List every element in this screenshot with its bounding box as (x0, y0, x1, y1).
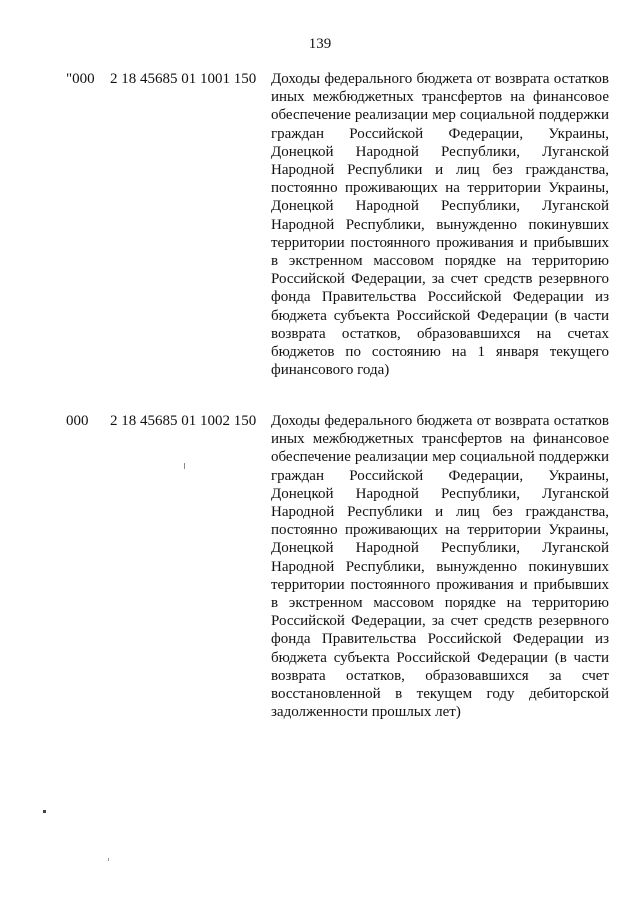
scan-speck (43, 810, 46, 813)
scan-speck (184, 463, 185, 469)
scan-speck (108, 858, 109, 861)
kbk-code: 2 18 45685 01 1001 150 (110, 71, 257, 87)
entry-description: Доходы федерального бюджета от возврата остатков иных межбюджетных трансфертов на финансовое обеспечение реализации мер социальной поддержки граждан Российской Федерации, Украины, Донецкой Народной Республики, Луганской Народной Республики и лиц без гражданства, постоянно проживающих на территории Украины, Донецкой Народной Республики, Луганской Народной Республики, вынужденно покинувших территории постоянного проживания и прибывших в экстренном массовом порядке на территорию Российской Федерации, за счет средств резервного фонда Правительства Российской Федерации из бюджета субъекта Российской Федерации (в части возврата остатков, образовавшихся на счетах бюджетов по состоянию на 1 января текущего финансового года) (271, 71, 609, 379)
kbk-code: 2 18 45685 01 1002 150 (110, 413, 257, 429)
admin-code: "000 (66, 71, 95, 87)
admin-code: 000 (66, 413, 89, 429)
page-number: 139 (308, 36, 332, 52)
entry-description: Доходы федерального бюджета от возврата остатков иных межбюджетных трансфертов на финансовое обеспечение реализации мер социальной поддержки граждан Российской Федерации, Украины, Донецкой Народной Республики, Луганской Народной Республики и лиц без гражданства, постоянно проживающих на территории Украины, Донецкой Народной Республики, Луганской Народной Республики, вынужденно покинувших территории постоянного проживания и прибывших в экстренном массовом порядке на территорию Российской Федерации, за счет средств резервного фонда Правительства Российской Федерации из бюджета субъекта Российской Федерации (в части возврата остатков, образовавшихся за счет восстановленной в текущем году дебиторской задолженности прошлых лет) (271, 413, 609, 721)
